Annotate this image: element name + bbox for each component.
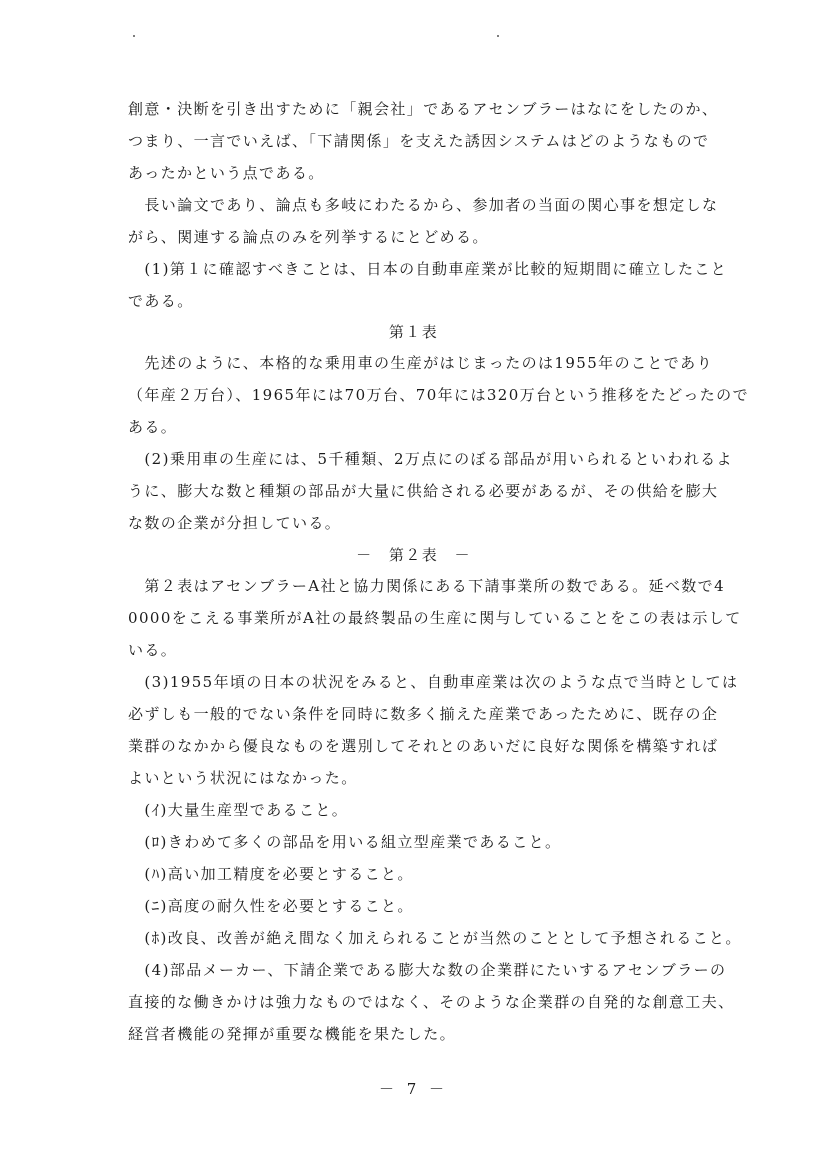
paragraph-line: よいという状況にはなかった。 — [128, 769, 358, 787]
list-item: (ﾊ)高い加工精度を必要とすること。 — [128, 865, 414, 883]
paragraph-line: (2)乗用車の生産には、5千種類、2万点にのぼる部品が用いられるといわれるよ — [128, 450, 733, 468]
paragraph-line: (1)第１に確認すべきことは、日本の自動車産業が比較的短期間に確立したこと — [128, 260, 728, 278]
paragraph-line: 必ずしも一般的でない条件を同時に数多く揃えた産業であったために、既存の企 — [128, 705, 719, 723]
table-2-label: － 第２表 － — [356, 546, 471, 564]
paragraph-line: (4)部品メーカー、下請企業である膨大な数の企業群にたいするアセンブラーの — [128, 961, 727, 979]
paragraph-line: 経営者機能の発揮が重要な機能を果たした。 — [128, 1025, 457, 1043]
scan-speck — [497, 35, 499, 37]
paragraph-line: (3)1955年頃の日本の状況をみると、自動車産業は次のような点で当時としては — [128, 673, 739, 691]
paragraph-line: 直接的な働きかけは強力なものではなく、そのような企業群の自発的な創意工夫、 — [128, 993, 735, 1011]
paragraph-line: 先述のように、本格的な乗用車の生産がはじまったのは1955年のことであり — [128, 354, 713, 372]
paragraph-line: いる。 — [128, 641, 178, 659]
list-item: (ﾆ)高度の耐久性を必要とすること。 — [128, 897, 414, 915]
paragraph-line: がら、関連する論点のみを列挙するにとどめる。 — [128, 228, 489, 246]
paragraph-line: 0000をこえる事業所がA社の最終製品の生産に関与していることをこの表は示して — [128, 609, 742, 627]
table-1-label: 第１表 — [388, 323, 439, 341]
page-number: － 7 － — [378, 1080, 449, 1098]
paragraph-line: （年産２万台）、1965年には70万台、70年には320万台という推移をたどったので — [128, 386, 749, 404]
paragraph-line: 長い論文であり、論点も多岐にわたるから、参加者の当面の関心事を想定しな — [128, 196, 719, 214]
paragraph-line: 第２表はアセンブラーA社と協力関係にある下請事業所の数である。延べ数で4 — [128, 577, 726, 595]
paragraph-line: あったかという点である。 — [128, 164, 325, 182]
paragraph-line: 創意・決断を引き出すために「親会社」であるアセンブラーはなにをしたのか、 — [128, 100, 719, 118]
paragraph-line: 業群のなかから優良なものを選別してそれとのあいだに良好な関係を構築すれば — [128, 737, 719, 755]
paragraph-line: な数の企業が分担している。 — [128, 514, 342, 532]
paragraph-line: である。 — [128, 292, 194, 310]
list-item: (ﾎ)改良、改善が絶え間なく加えられることが当然のこととして予想されること。 — [128, 929, 742, 947]
paragraph-line: ある。 — [128, 418, 178, 436]
paragraph-line: うに、膨大な数と種類の部品が大量に供給される必要があるが、その供給を膨大 — [128, 482, 719, 500]
paragraph-line: つまり、一言でいえば、「下請関係」を支えた誘因システムはどのようなもので — [128, 132, 710, 150]
list-item: (ﾛ)きわめて多くの部品を用いる組立型産業であること。 — [128, 833, 562, 851]
list-item: (ｲ)大量生産型であること。 — [128, 801, 349, 819]
scan-speck — [133, 35, 135, 37]
